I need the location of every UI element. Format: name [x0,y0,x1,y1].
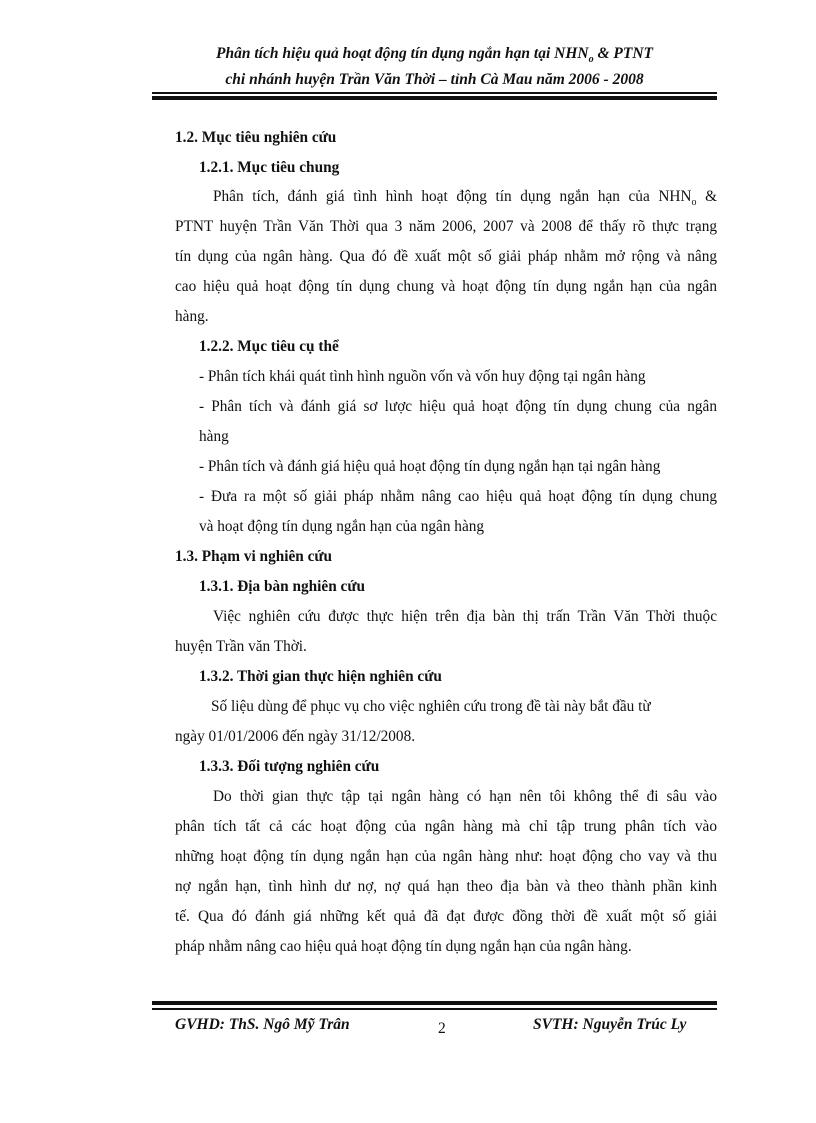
paragraph-line: PTNT huyện Trần Văn Thời qua 3 năm 2006, 2007 và 2008 để thấy rõ thực trạng [175,218,717,235]
footer-student: SVTH: Nguyễn Trúc Ly [533,1016,687,1033]
paragraph-line: nợ ngắn hạn, tình hình dư nợ, nợ quá hạn theo địa bàn và theo thành phần kinh [175,878,717,895]
header-title-line1: Phân tích hiệu quả hoạt động tín dụng ngắn hạn tại $NHN_o$ & PTNT [216,45,653,66]
footer-advisor: GVHD: ThS. Ngô Mỹ Trân [175,1016,350,1033]
paragraph-line: pháp nhằm nâng cao hiệu quả hoạt động tín dụng ngắn hạn của ngân hàng. [175,938,632,955]
paragraph-line: ngày 01/01/2006 đến ngày 31/12/2008. [175,728,416,745]
paragraph-line: huyện Trần văn Thời. [175,638,307,655]
heading-1-3: 1.3. Phạm vi nghiên cứu [175,548,333,565]
heading-1-3-3: 1.3.3. Đối tượng nghiên cứu [199,758,380,775]
footer-rule-thick [152,1001,717,1005]
paragraph-line: Việc nghiên cứu được thực hiện trên địa bàn thị trấn Trần Văn Thời thuộc [213,608,717,625]
page-number: 2 [438,1020,446,1037]
heading-1-3-2: 1.3.2. Thời gian thực hiện nghiên cứu [199,668,442,685]
paragraph-line: Số liệu dùng để phục vụ cho việc nghiên cứu trong đề tài này bắt đầu từ [211,698,651,715]
list-item: - Đưa ra một số giải pháp nhằm nâng cao hiệu quả hoạt động tín dụng chung [199,488,717,505]
paragraph-line: Do thời gian thực tập tại ngân hàng có hạn nên tôi không thể đi sâu vào [213,788,717,805]
header-title-line2: chi nhánh huyện Trần Văn Thời – tỉnh Cà Mau năm 2006 - 2008 [225,71,644,89]
paragraph-line: phân tích tất cả các hoạt động của ngân hàng mà chỉ tập trung phân tích vào [175,818,717,835]
list-item: - Phân tích khái quát tình hình nguồn vốn và vốn huy động tại ngân hàng [199,368,646,385]
heading-1-3-1: 1.3.1. Địa bàn nghiên cứu [199,578,366,595]
footer-rule-thin [152,1008,717,1010]
list-item: - Phân tích và đánh giá sơ lược hiệu quả hoạt động tín dụng chung của ngân [199,398,717,415]
paragraph-line: tín dụng của ngân hàng. Qua đó đề xuất một số giải pháp nhằm mở rộng và nâng [175,248,717,265]
paragraph-line: những hoạt động tín dụng ngắn hạn của ngân hàng như: hoạt động cho vay và thu [175,848,717,865]
paragraph-line: hàng. [175,308,209,325]
list-item-continuation: hàng [199,428,229,445]
list-item-continuation: và hoạt động tín dụng ngắn hạn của ngân hàng [199,518,485,535]
paragraph-line: tế. Qua đó đánh giá những kết quả đã đạt được đồng thời đề xuất một số giải [175,908,717,925]
heading-1-2: 1.2. Mục tiêu nghiên cứu [175,129,337,146]
paragraph-line: Phân tích, đánh giá tình hình hoạt động tín dụng ngắn hạn của $NHN_o$ & [213,188,717,209]
heading-1-2-2: 1.2.2. Mục tiêu cụ thể [199,338,339,355]
list-item: - Phân tích và đánh giá hiệu quả hoạt động tín dụng ngắn hạn tại ngân hàng [199,458,661,475]
heading-1-2-1: 1.2.1. Mục tiêu chung [199,159,340,176]
paragraph-line: cao hiệu quả hoạt động tín dụng chung và hoạt động tín dụng ngắn hạn của ngân [175,278,717,295]
